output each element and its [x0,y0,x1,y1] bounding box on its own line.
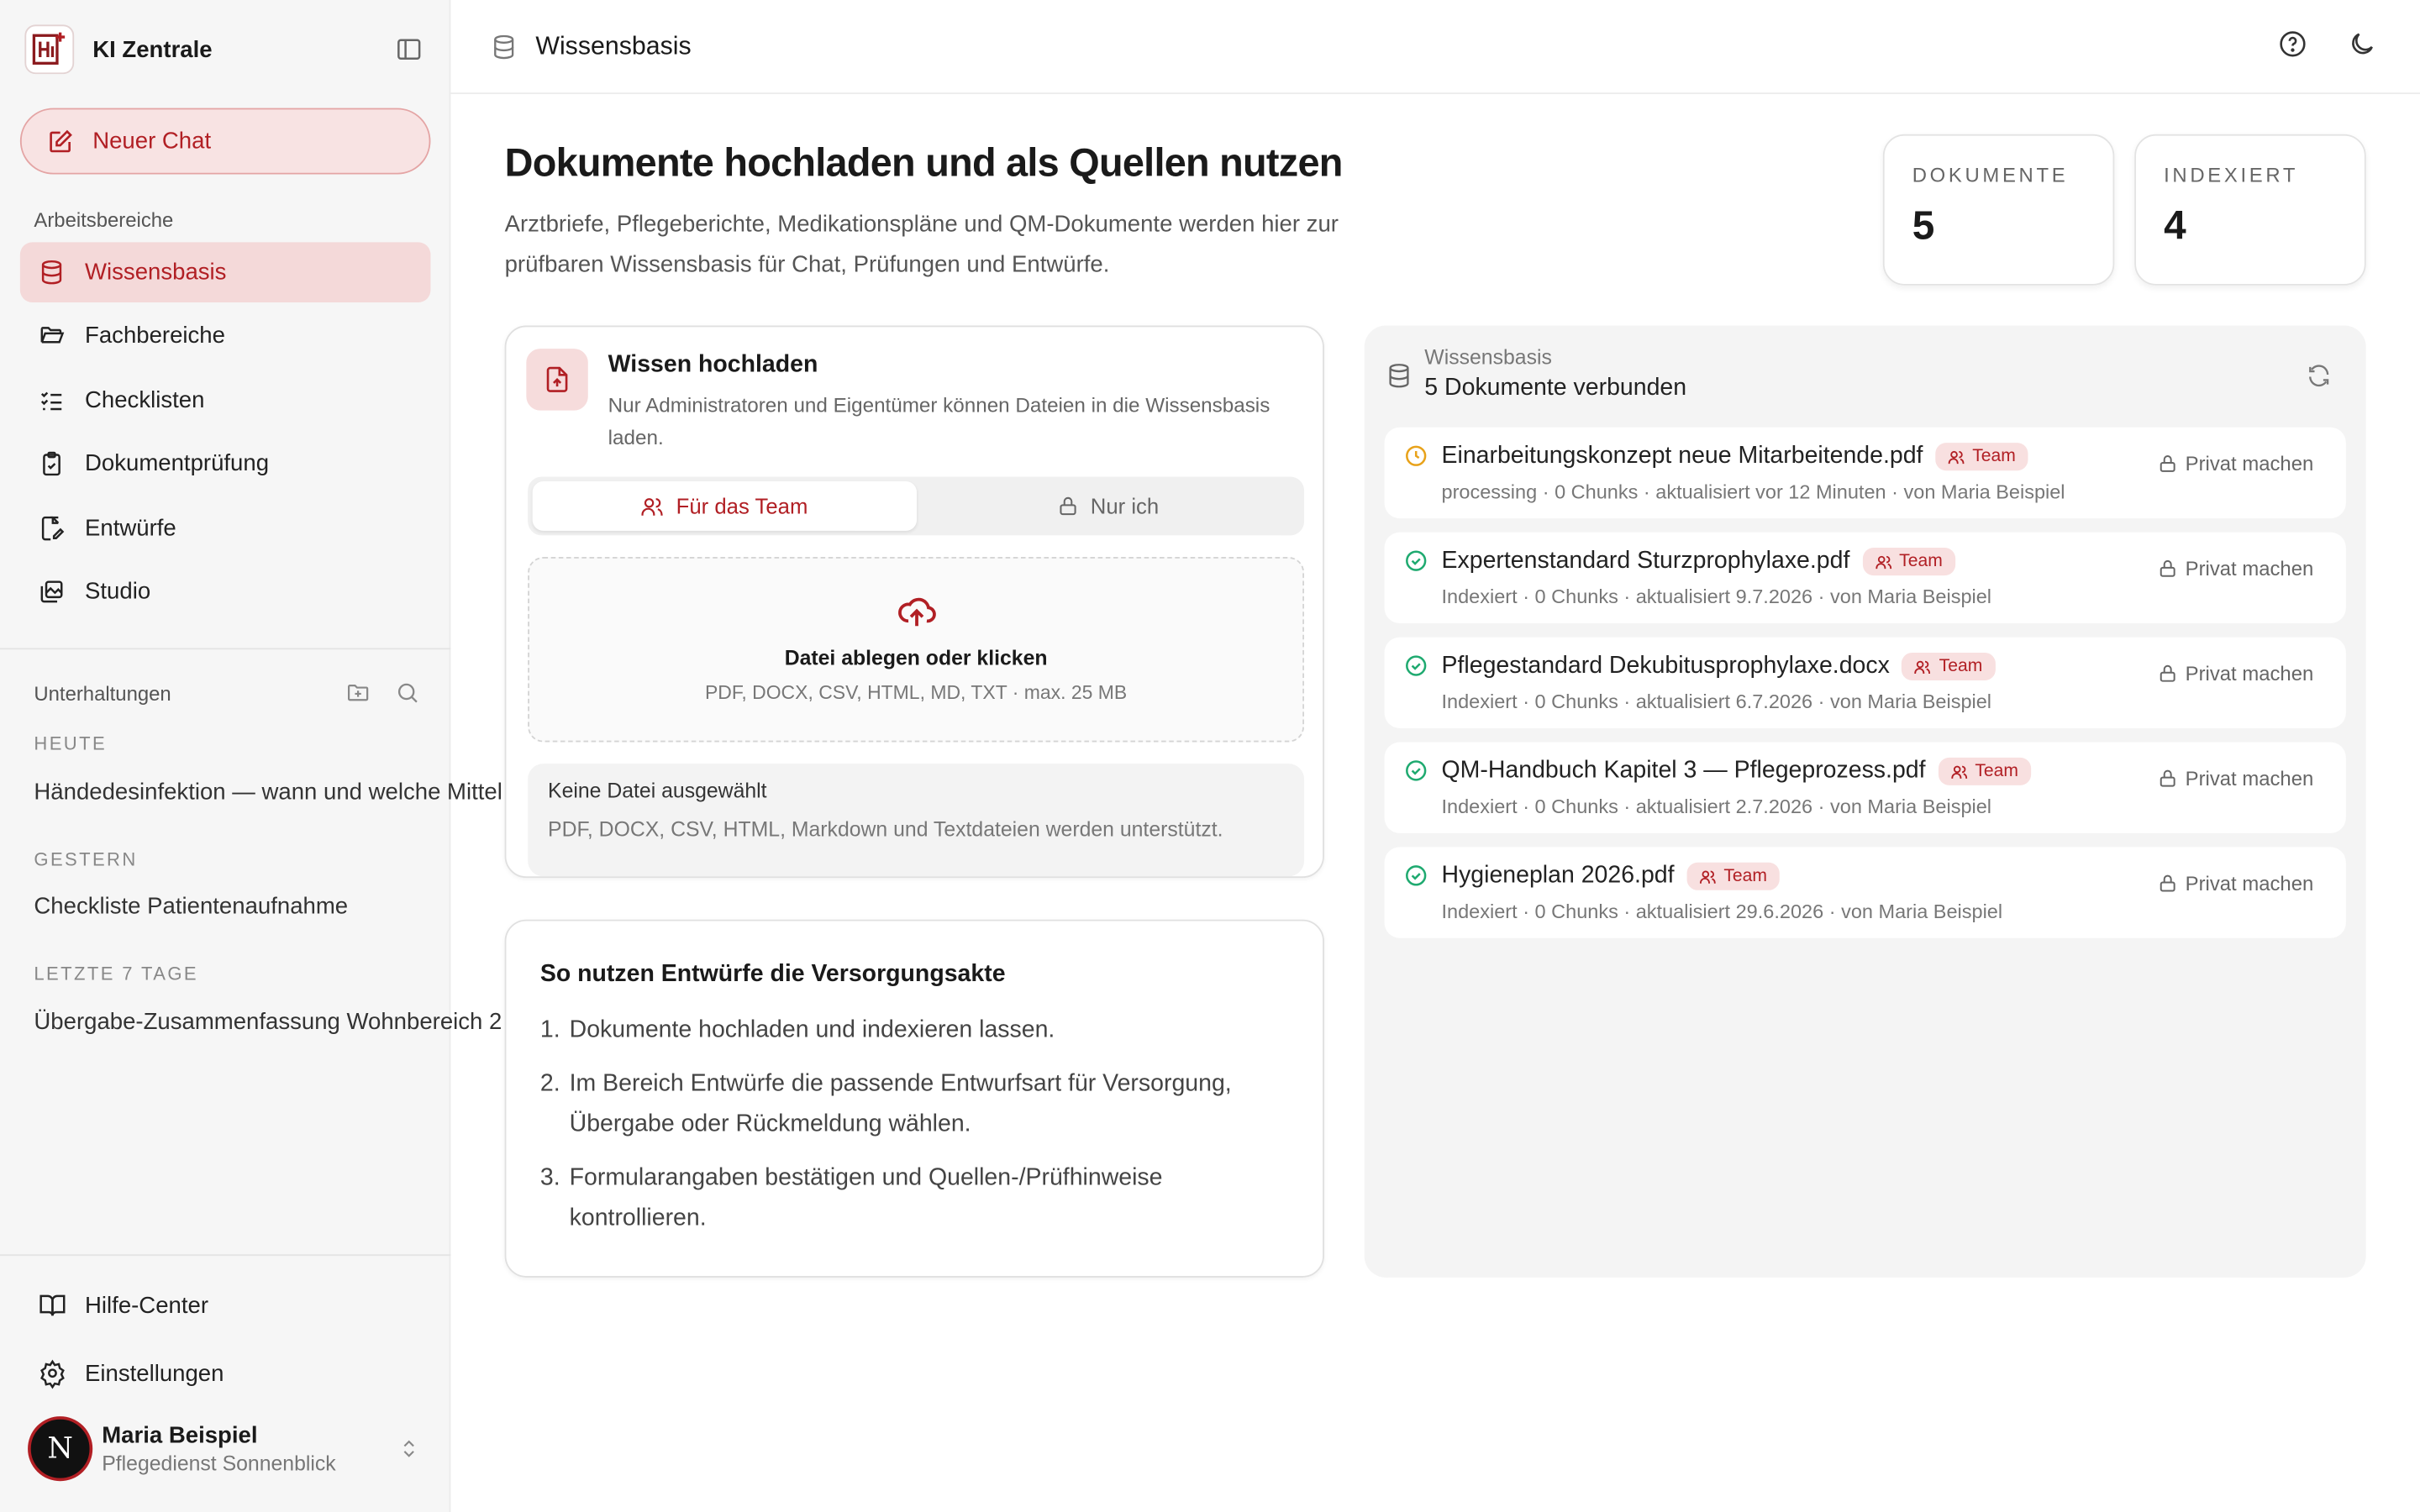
team-badge [1935,443,2028,470]
users-icon [1948,449,1965,465]
group-label-last-7-days: LETZTE 7 TAGE [34,963,198,984]
help-circle-icon[interactable] [2278,29,2307,59]
conversations-header [34,680,419,705]
dropzone-formats: PDF, DOCX, CSV, HTML, MD, TXT · max. 25 MB [704,681,1128,704]
user-name: Maria Beispiel [102,1422,258,1449]
list-item: 2. Im Bereich Entwürfe die passende Entwurfsart für Versorgung, Übergabe oder Rückmeldung wählen. [540,1064,1281,1145]
panel-label: Wissensbasis [1424,345,1552,369]
sidebar-item-fachbereiche[interactable] [20,306,431,366]
file-dropzone[interactable] [528,557,1304,742]
page-description: Arztbriefe, Pflegeberichte, Medikationspläne und QM-Dokumente werden hier zur prüfbaren Wissensbasis für Chat, Prüfungen und Entwürfe. [504,211,1339,278]
search-icon[interactable] [395,680,419,705]
main-content [450,0,2420,1512]
sidebar-nav [20,242,431,625]
sidebar-item-checklisten[interactable] [20,370,431,430]
team-badge-label: Team [1939,657,1983,676]
document-meta: Indexiert · 0 Chunks · aktualisiert 2.7.2026 · von Maria Beispiel [1441,794,1992,818]
brand-name: KI Zentrale [92,36,213,63]
users-icon [1875,553,1891,570]
chevron-up-down-icon[interactable] [398,1438,420,1460]
page-title: Dokumente hochladen und als Quellen nutzen [504,141,1343,186]
tab-team-label: Für das Team [676,493,808,519]
knowledge-base-panel [1365,326,2366,1278]
stat-value: 4 [2164,202,2186,249]
document-meta: processing · 0 Chunks · aktualisiert vor 12 Minuten · von Maria Beispiel [1441,480,2065,503]
make-private-label: Privat machen [2185,766,2314,790]
stat-card-indexed [2134,134,2366,286]
upload-title: Wissen hochladen [608,351,818,379]
team-badge [1862,548,1954,575]
document-name: Expertenstandard Sturzprophylaxe.pdf [1441,548,1850,575]
sidebar-item-entwuerfe[interactable] [20,497,431,558]
team-badge [1938,758,2030,785]
make-private-label: Privat machen [2185,452,2314,475]
team-badge-label: Team [1723,867,1767,886]
step-text: Formularangaben bestätigen und Quellen-/Prüfhinweise kontrollieren. [569,1164,1163,1231]
book-icon [39,1291,66,1319]
brand[interactable] [24,24,212,74]
team-badge-label: Team [1972,447,2016,466]
no-file-description: PDF, DOCX, CSV, HTML, Markdown und Textdateien werden unterstützt. [548,817,1223,842]
howto-steps [540,1011,1281,1252]
sidebar-divider [0,648,450,649]
document-row[interactable] [1385,533,2346,623]
users-icon [1699,868,1716,885]
database-icon [39,260,65,286]
lock-icon [2158,559,2178,579]
make-private-label: Privat machen [2185,871,2314,895]
folder-open-icon [39,323,65,349]
document-name: Hygieneplan 2026.pdf [1441,862,1675,889]
sidebar [0,0,502,1512]
stat-card-documents [1883,134,2115,286]
topbar [450,0,2420,94]
make-private-label: Privat machen [2185,557,2314,580]
lock-icon [2158,769,2178,789]
settings-link[interactable] [39,1359,224,1387]
make-private-button[interactable] [2158,662,2314,685]
selected-file-info [528,764,1304,876]
new-folder-icon[interactable] [345,680,370,705]
panel-title: 5 Dokumente verbunden [1424,375,1687,402]
step-text: Im Bereich Entwürfe die passende Entwurfsart für Versorgung, Übergabe oder Rückmeldung wählen. [569,1070,1232,1137]
tab-only-me-label: Nur ich [1090,493,1160,519]
upload-card [505,326,1324,879]
document-name: Pflegestandard Dekubitusprophylaxe.docx [1441,652,1890,680]
tab-team[interactable] [533,481,916,531]
check-circle-icon [1404,549,1428,573]
list-checks-icon [39,387,65,413]
list-item: 1. Dokumente hochladen und indexieren lassen. [540,1011,1281,1051]
sidebar-item-label: Entwürfe [85,514,176,541]
no-file-title: Keine Datei ausgewählt [548,779,767,803]
lock-icon [1056,496,1078,517]
user-organization: Pflegedienst Sonnenblick [102,1452,336,1475]
document-meta: Indexiert · 0 Chunks · aktualisiert 29.6.2026 · von Maria Beispiel [1441,899,2003,923]
sidebar-item-dokumentpruefung[interactable] [20,433,431,494]
sidebar-item-studio[interactable] [20,561,431,622]
make-private-label: Privat machen [2185,661,2314,685]
conversation-item[interactable]: Checkliste Patientenaufnahme [34,893,349,920]
lock-icon [2158,664,2178,684]
conversation-item[interactable]: Übergabe-Zusammenfassung Wohnbereich 2 [34,1009,502,1036]
sidebar-item-label: Wissensbasis [85,259,227,286]
avatar: N [28,1416,92,1481]
sidebar-item-label: Dokumentprüfung [85,450,270,477]
database-icon [1386,363,1412,389]
stat-label: INDEXIERT [2164,163,2299,187]
users-icon [1950,763,1967,780]
lock-icon [2158,454,2178,474]
step-text: Dokumente hochladen und indexieren lassen. [569,1016,1055,1043]
document-row[interactable] [1385,742,2346,832]
moon-icon[interactable] [2348,29,2377,59]
help-center-link[interactable] [39,1291,208,1319]
document-row[interactable] [1385,638,2346,728]
group-label-today: HEUTE [34,732,108,755]
users-icon [640,495,664,518]
settings-label: Einstellungen [85,1360,224,1387]
compose-icon [46,128,74,155]
team-badge [1686,863,1779,890]
gear-icon [39,1359,66,1387]
lock-icon [2158,874,2178,894]
sidebar-divider [0,1254,450,1256]
document-row[interactable] [1385,428,2346,518]
refresh-icon[interactable] [2306,363,2332,389]
clipboard-check-icon [39,451,65,477]
visibility-toggle [528,477,1304,536]
conversations-heading: Unterhaltungen [34,680,171,705]
team-badge-label: Team [1975,762,2018,781]
help-center-label: Hilfe-Center [85,1292,209,1319]
make-private-button[interactable] [2158,452,2314,475]
check-circle-icon [1404,654,1428,678]
dropzone-title: Datei ablegen oder klicken [784,646,1048,670]
howto-title: So nutzen Entwürfe die Versorgungsakte [539,961,1006,988]
database-icon [491,33,517,59]
sidebar-item-label: Studio [85,578,151,605]
file-edit-icon [39,515,65,541]
cloud-upload-icon [897,591,937,631]
upload-description: Nur Administratoren und Eigentümer können Dateien in die Wissensbasis laden. [608,393,1270,449]
file-upload-icon [526,349,587,410]
team-badge-label: Team [1899,552,1943,571]
howto-card [505,920,1324,1278]
document-row[interactable] [1385,847,2346,937]
sidebar-toggle-icon[interactable] [395,35,423,63]
conversation-item[interactable]: Händedesinfektion — wann und welche Mittel [34,779,502,806]
new-chat-button[interactable] [20,108,431,175]
group-label-yesterday: GESTERN [34,848,138,870]
document-name: Einarbeitungskonzept neue Mitarbeitende.pdf [1441,443,1923,470]
document-name: QM-Handbuch Kapitel 3 — Pflegeprozess.pdf [1441,757,1926,785]
users-icon [1914,658,1931,675]
make-private-button[interactable] [2158,557,2314,580]
clock-icon [1404,444,1428,468]
check-circle-icon [1404,864,1428,888]
team-badge [1902,653,1995,680]
new-chat-label: Neuer Chat [92,128,212,155]
app-logo [24,24,74,74]
stat-label: DOKUMENTE [1912,163,2069,187]
user-menu[interactable] [28,1416,336,1481]
check-circle-icon [1404,759,1428,783]
sidebar-item-label: Checklisten [85,386,205,413]
stat-value: 5 [1912,202,1935,249]
page-breadcrumb: Wissensbasis [535,31,692,60]
make-private-button[interactable] [2158,767,2314,790]
sidebar-item-label: Fachbereiche [85,323,225,349]
document-meta: Indexiert · 0 Chunks · aktualisiert 9.7.2026 · von Maria Beispiel [1441,585,1992,608]
tab-only-me[interactable] [916,481,1299,531]
list-item: 3. Formularangaben bestätigen und Quellen-/Prüfhinweise kontrollieren. [540,1158,1281,1239]
image-gallery-icon [39,579,65,605]
make-private-button[interactable] [2158,872,2314,895]
workspaces-heading: Arbeitsbereiche [34,207,174,232]
document-meta: Indexiert · 0 Chunks · aktualisiert 6.7.2026 · von Maria Beispiel [1441,690,1992,713]
sidebar-item-wissensbasis[interactable] [20,242,431,302]
